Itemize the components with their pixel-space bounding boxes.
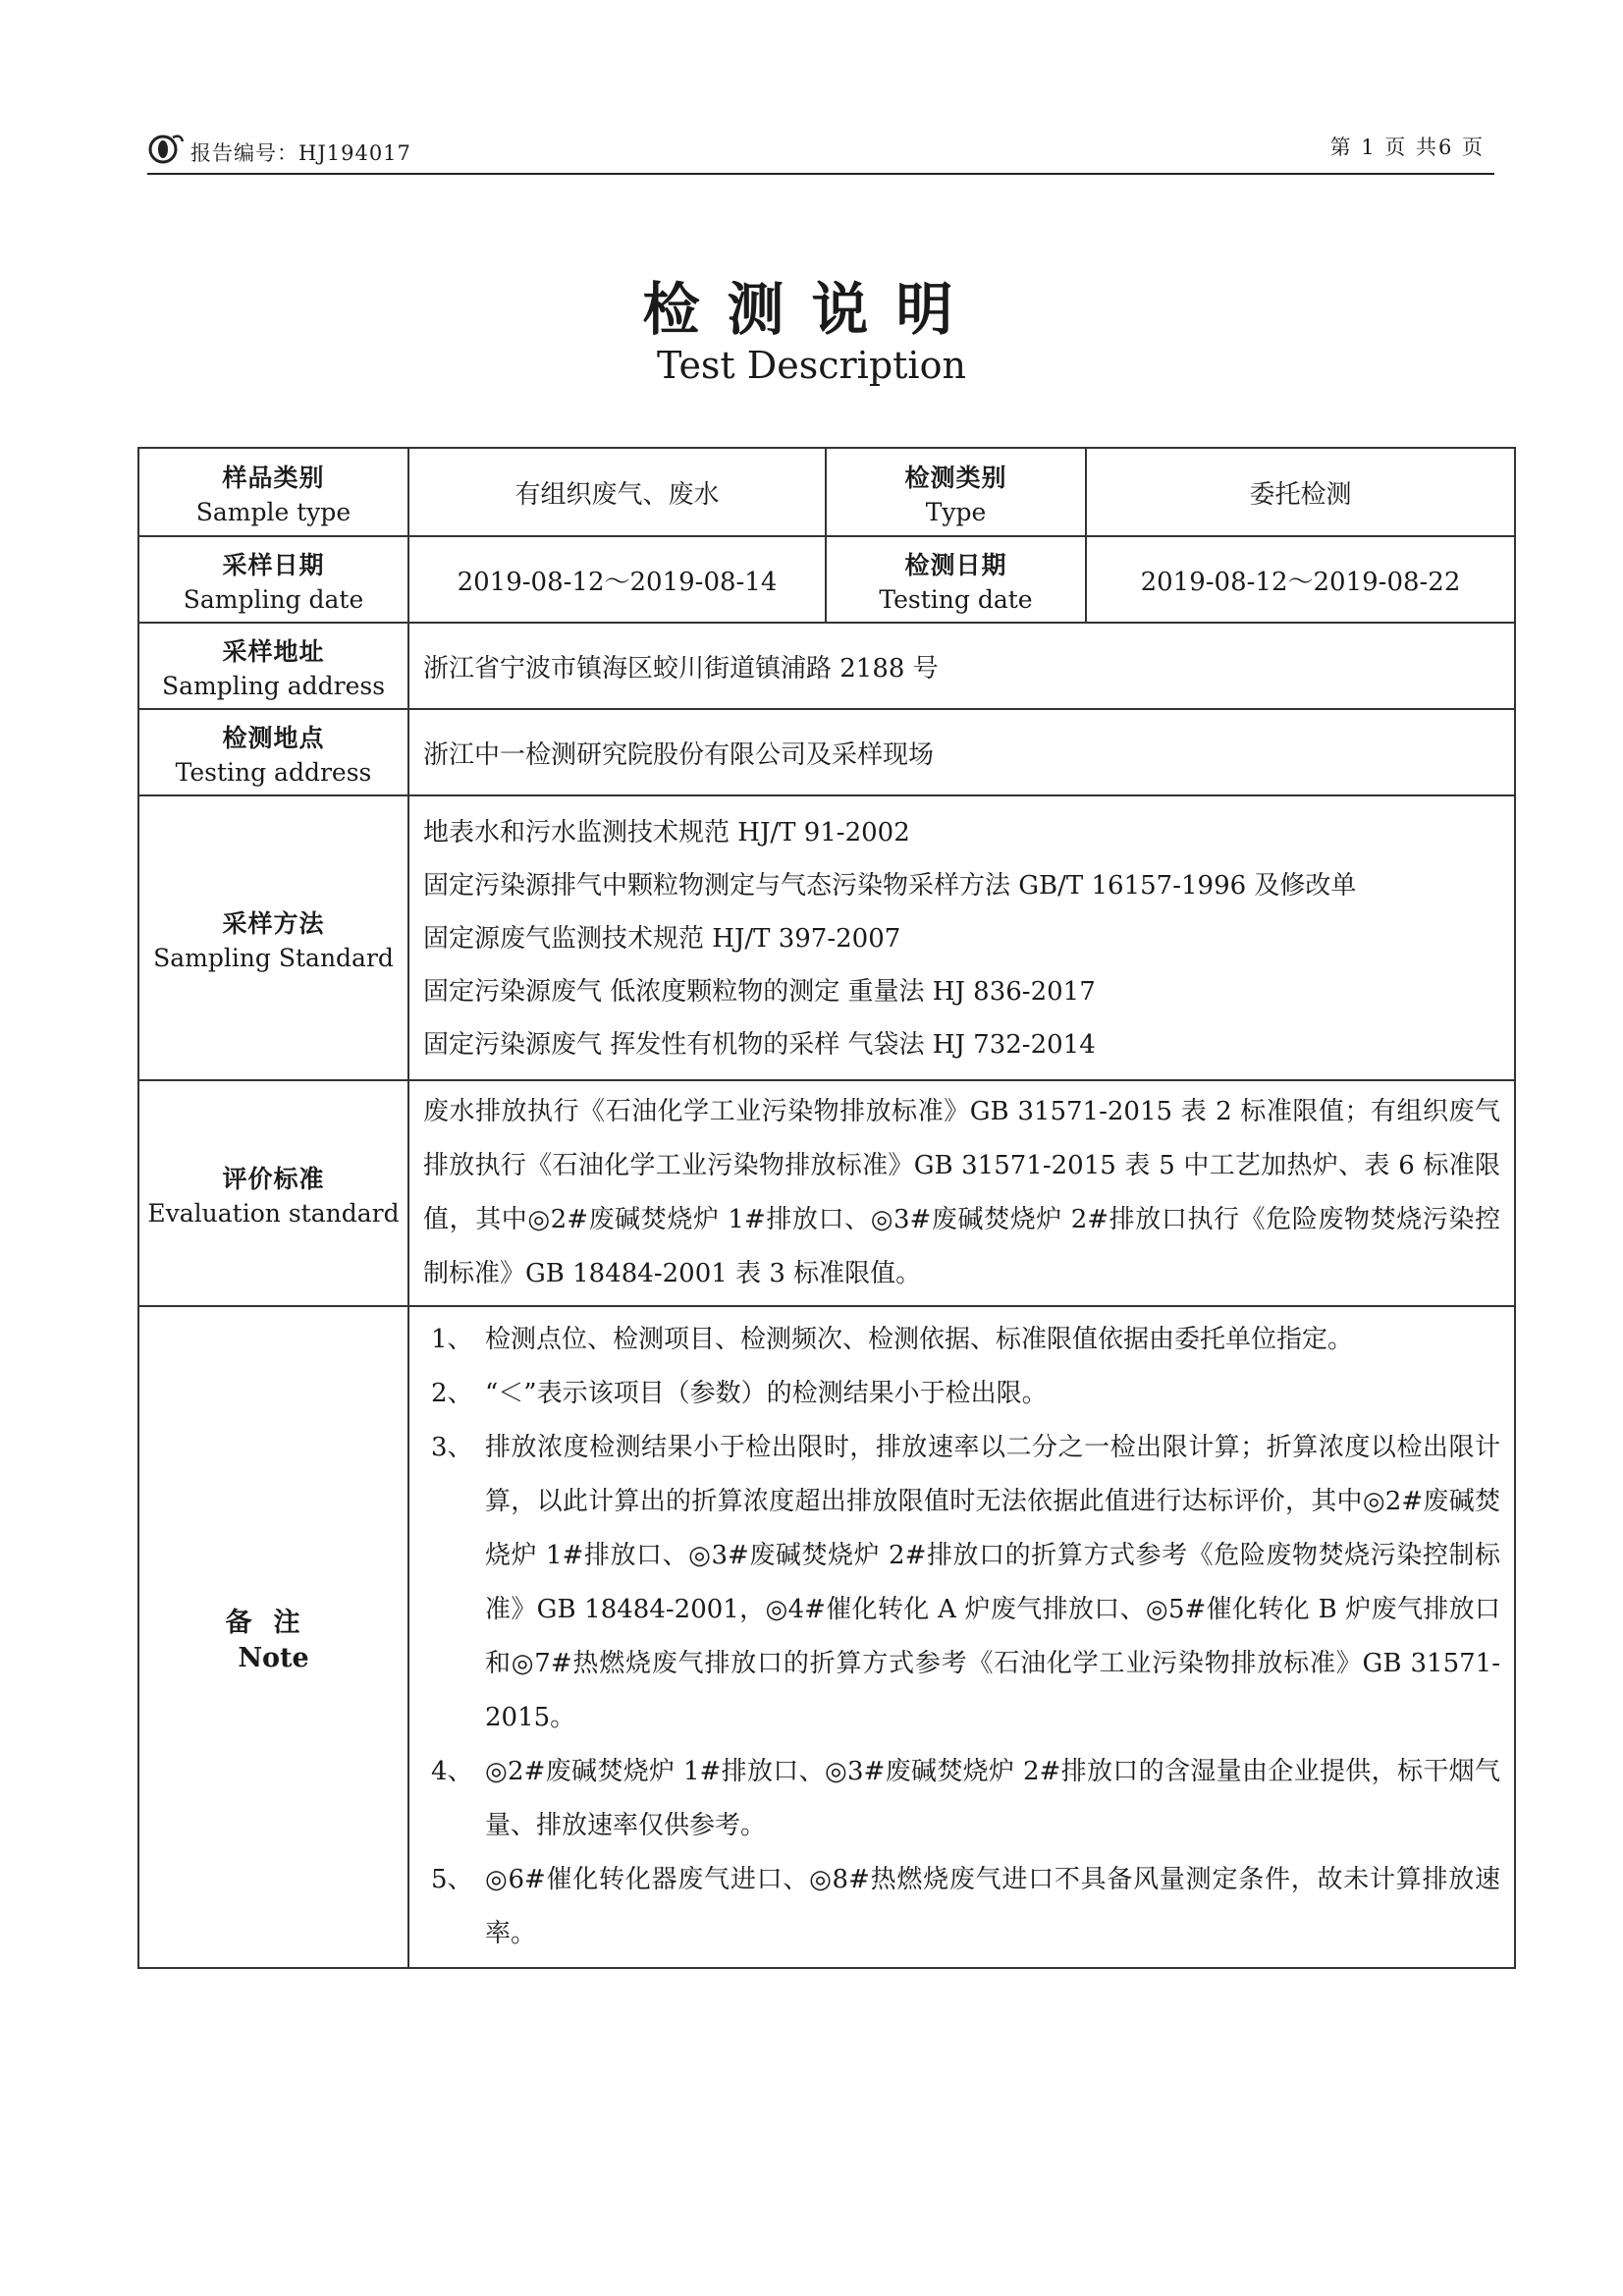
- page-header: [147, 126, 1494, 175]
- label-testing-address: 检测地点 Testing address: [138, 709, 408, 795]
- standard-line: 地表水和污水监测技术规范 HJ/T 91-2002: [423, 818, 910, 847]
- label-sample-type: 样品类别 Sample type: [138, 448, 408, 536]
- title-english: Test Description: [657, 344, 966, 387]
- page-number: 第 1 页 共6 页: [1329, 136, 1485, 159]
- standard-line: 固定污染源废气 低浓度颗粒物的测定 重量法 HJ 836-2017: [423, 977, 1096, 1007]
- note-item: 2、 “＜”表示该项目（参数）的检测结果小于检出限。: [431, 1379, 1048, 1408]
- note-item: 5、 ◎6#催化转化器废气进口、◎8#热燃烧废气进口不具备风量测定条件，故未计算排放速率。: [431, 1865, 1500, 1948]
- note-item: 3、 排放浓度检测结果小于检出限时，排放速率以二分之一检出限计算；折算浓度以检出限计算，以此计算出的折算浓度超出排放限值时无法依据此值进行达标评价，其中◎2#废碱焚烧炉 1#排放口、◎3#废碱焚烧炉 2#排放口的折算方式参考《危险废物焚烧污染控制标准》GB 18484-2001，◎4#催化转化 A 炉废气排放口、◎5#催化转化 B 炉废气排放口和◎7#热燃烧废气排放口的折算方式参考《石油化学工业污染物排放标准》GB 31571-2015。: [431, 1433, 1500, 1732]
- value-sample-type: 有组织废气、废水: [408, 448, 826, 536]
- value-testing-address: 浙江中一检测研究院股份有限公司及采样现场: [408, 709, 1515, 795]
- label-type: 检测类别 Type: [826, 448, 1086, 536]
- value-type: 委托检测: [1086, 448, 1515, 536]
- label-sampling-date: 采样日期 Sampling date: [138, 536, 408, 623]
- row-sample-type: [138, 448, 1515, 536]
- standard-line: 固定污染源排气中颗粒物测定与气态污染物采样方法 GB/T 16157-1996 及修改单: [423, 871, 1357, 901]
- label-note: 备注 Note: [138, 1306, 408, 1968]
- row-sampling-standard: [138, 795, 1515, 1080]
- row-sampling-address: [138, 623, 1515, 709]
- test-description-table: [137, 447, 1516, 1969]
- row-note: [138, 1306, 1515, 1968]
- label-sampling-address: 采样地址 Sampling address: [138, 623, 408, 709]
- label-sampling-standard: 采样方法 Sampling Standard: [138, 795, 408, 1080]
- title-chinese: 检测说明: [642, 276, 981, 343]
- row-testing-address: [138, 709, 1515, 795]
- note-list: [408, 1306, 1515, 1968]
- company-logo-icon: [147, 132, 190, 165]
- note-item: 4、 ◎2#废碱焚烧炉 1#排放口、◎3#废碱焚烧炉 2#排放口的含湿量由企业提供，标干烟气量、排放速率仅供参考。: [431, 1757, 1500, 1840]
- value-evaluation-standard: 废水排放执行《石油化学工业污染物排放标准》GB 31571-2015 表 2 标准限值；有组织废气排放执行《石油化学工业污染物排放标准》GB 31571-2015 表 5 中工艺加热炉、表 6 标准限值，其中◎2#废碱焚烧炉 1#排放口、◎3#废碱焚烧炉 2#排放口执行《危险废物焚烧污染控制标准》GB 18484-2001 表 3 标准限值。: [408, 1080, 1515, 1306]
- label-evaluation-standard: 评价标准 Evaluation standard: [138, 1080, 408, 1306]
- row-evaluation-standard: [138, 1080, 1515, 1306]
- label-testing-date: 检测日期 Testing date: [826, 536, 1086, 623]
- report-number: 报告编号：HJ194017: [190, 141, 411, 165]
- standard-line: 固定污染源废气 挥发性有机物的采样 气袋法 HJ 732-2014: [423, 1030, 1096, 1060]
- sampling-standard-list: [408, 795, 1515, 1080]
- row-dates: [138, 536, 1515, 623]
- standard-line: 固定源废气监测技术规范 HJ/T 397-2007: [423, 924, 901, 954]
- value-sampling-address: 浙江省宁波市镇海区蛟川街道镇浦路 2188 号: [408, 623, 1515, 709]
- value-sampling-date: 2019-08-12～2019-08-14: [408, 536, 826, 623]
- value-testing-date: 2019-08-12～2019-08-22: [1086, 536, 1515, 623]
- note-item: 1、 检测点位、检测项目、检测频次、检测依据、标准限值依据由委托单位指定。: [431, 1325, 1354, 1354]
